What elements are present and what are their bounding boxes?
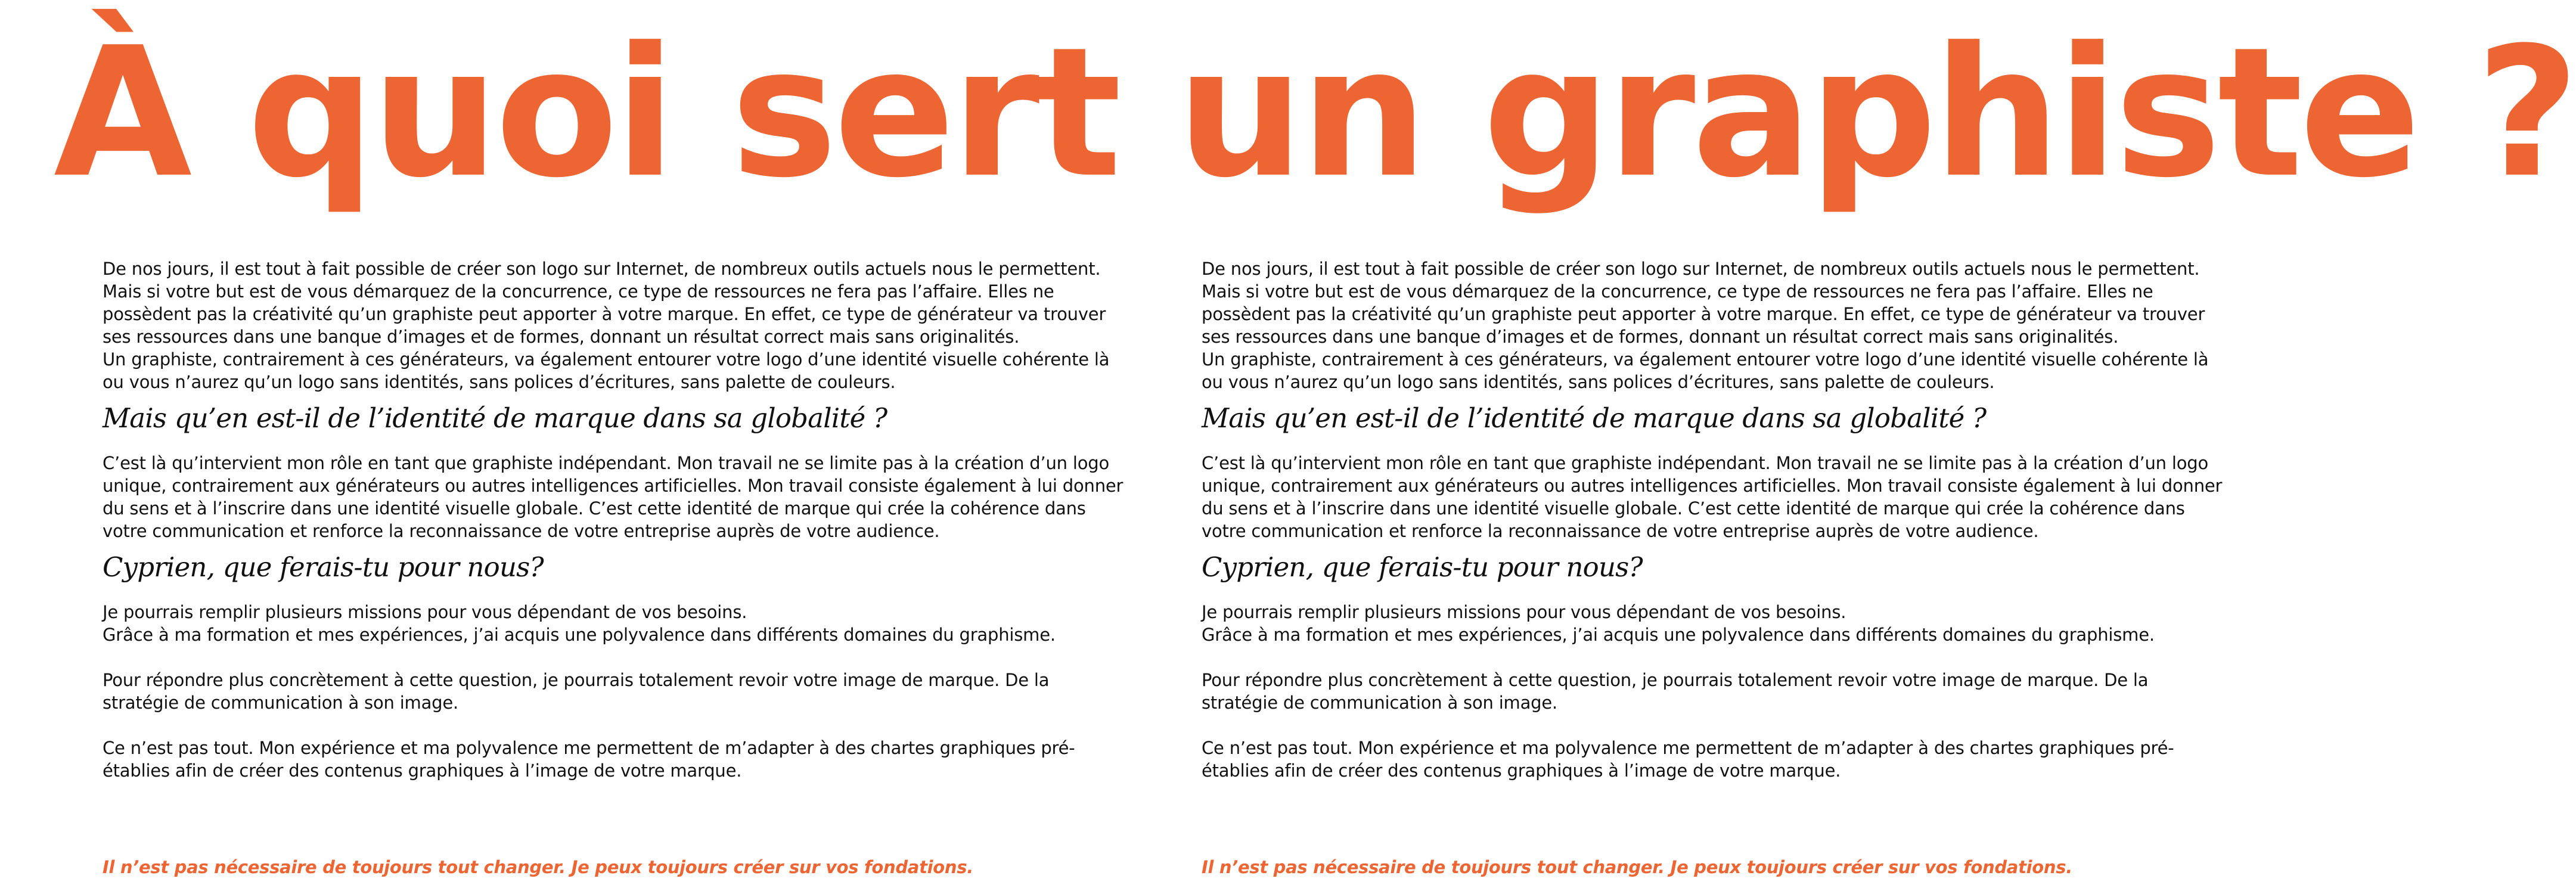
section-paragraph: Grâce à ma formation et mes expériences, j’ai acquis une polyvalence dans différents domaines du graphisme. — [1202, 625, 2155, 645]
paragraph-spacer — [103, 646, 1128, 669]
intro-paragraph: Un graphiste, contrairement à ces générateurs, va également entourer votre logo d’une identité visuelle cohérente là ou vous n’aurez qu’un logo sans identités, sans polices d’écritures, sans palette de couleurs. — [103, 349, 1110, 392]
intro-paragraph: De nos jours, il est tout à fait possible de créer son logo sur Internet, de nombreux outils actuels nous le permettent. Mais si votre but est de vous démarquez de la concurrence, ce type de ressources ne fera pas l’affaire. Elles ne possèdent pas la créativité qu’un graphiste peut apporter à votre marque. En effet, ce type de générateur va trouver ses ressources dans une banque d’images et de formes, donnant un résultat correct mais sans originalités. — [1202, 259, 2205, 347]
closing-statement: Il n’est pas nécessaire de toujours tout changer. Je peux toujours créer sur vos fondations. — [103, 857, 973, 877]
section-paragraph: Je pourrais remplir plusieurs missions pour vous dépendant de vos besoins. — [103, 602, 747, 622]
intro-paragraph: De nos jours, il est tout à fait possible de créer son logo sur Internet, de nombreux outils actuels nous le permettent. Mais si votre but est de vous démarquez de la concurrence, ce type de ressources ne fera pas l’affaire. Elles ne possèdent pas la créativité qu’un graphiste peut apporter à votre marque. En effet, ce type de générateur va trouver ses ressources dans une banque d’images et de formes, donnant un résultat correct mais sans originalités. — [103, 259, 1106, 347]
text-column-left — [103, 257, 1128, 782]
page-title: À quoi sert un graphiste ? — [54, 9, 2576, 217]
text-column-right — [1202, 257, 2227, 782]
section-paragraph: Ce n’est pas tout. Mon expérience et ma polyvalence me permettent de m’adapter à des chartes graphiques pré-établies afin de créer des contenus graphiques à l’image de votre marque. — [1202, 738, 2174, 781]
section-paragraph: C’est là qu’intervient mon rôle en tant que graphiste indépendant. Mon travail ne se limite pas à la création d’un logo unique, contrairement aux générateurs ou autres intelligences artificielles. Mon travail consiste également à lui donner du sens et à l’inscrire dans une identité visuelle globale. C’est cette identité de marque qui crée la cohérence dans votre communication et renforce la reconnaissance de votre entreprise auprès de votre audience. — [1202, 453, 2223, 541]
section-paragraph: Je pourrais remplir plusieurs missions pour vous dépendant de vos besoins. — [1202, 602, 1846, 622]
intro-paragraph: Un graphiste, contrairement à ces générateurs, va également entourer votre logo d’une identité visuelle cohérente là ou vous n’aurez qu’un logo sans identités, sans polices d’écritures, sans palette de couleurs. — [1202, 349, 2209, 392]
section-heading: Cyprien, que ferais-tu pour nous? — [103, 551, 544, 583]
section-paragraph: Ce n’est pas tout. Mon expérience et ma polyvalence me permettent de m’adapter à des chartes graphiques pré-établies afin de créer des contenus graphiques à l’image de votre marque. — [103, 738, 1075, 781]
paragraph-spacer — [1202, 646, 2227, 669]
section-heading: Cyprien, que ferais-tu pour nous? — [1202, 551, 1643, 583]
section-paragraph: Pour répondre plus concrètement à cette question, je pourrais totalement revoir votre image de marque. De la stratégie de communication à son image. — [1202, 670, 2149, 713]
closing-statement: Il n’est pas nécessaire de toujours tout changer. Je peux toujours créer sur vos fondations. — [1202, 857, 2072, 877]
paragraph-spacer — [103, 714, 1128, 737]
paragraph-spacer — [1202, 714, 2227, 737]
section-paragraph: Grâce à ma formation et mes expériences, j’ai acquis une polyvalence dans différents domaines du graphisme. — [103, 625, 1056, 645]
section-paragraph: C’est là qu’intervient mon rôle en tant que graphiste indépendant. Mon travail ne se limite pas à la création d’un logo unique, contrairement aux générateurs ou autres intelligences artificielles. Mon travail consiste également à lui donner du sens et à l’inscrire dans une identité visuelle globale. C’est cette identité de marque qui crée la cohérence dans votre communication et renforce la reconnaissance de votre entreprise auprès de votre audience. — [103, 453, 1123, 541]
section-heading: Mais qu’en est-il de l’identité de marque dans sa globalité ? — [103, 402, 887, 434]
section-heading: Mais qu’en est-il de l’identité de marque dans sa globalité ? — [1202, 402, 1987, 434]
section-paragraph: Pour répondre plus concrètement à cette question, je pourrais totalement revoir votre image de marque. De la stratégie de communication à son image. — [103, 670, 1050, 713]
